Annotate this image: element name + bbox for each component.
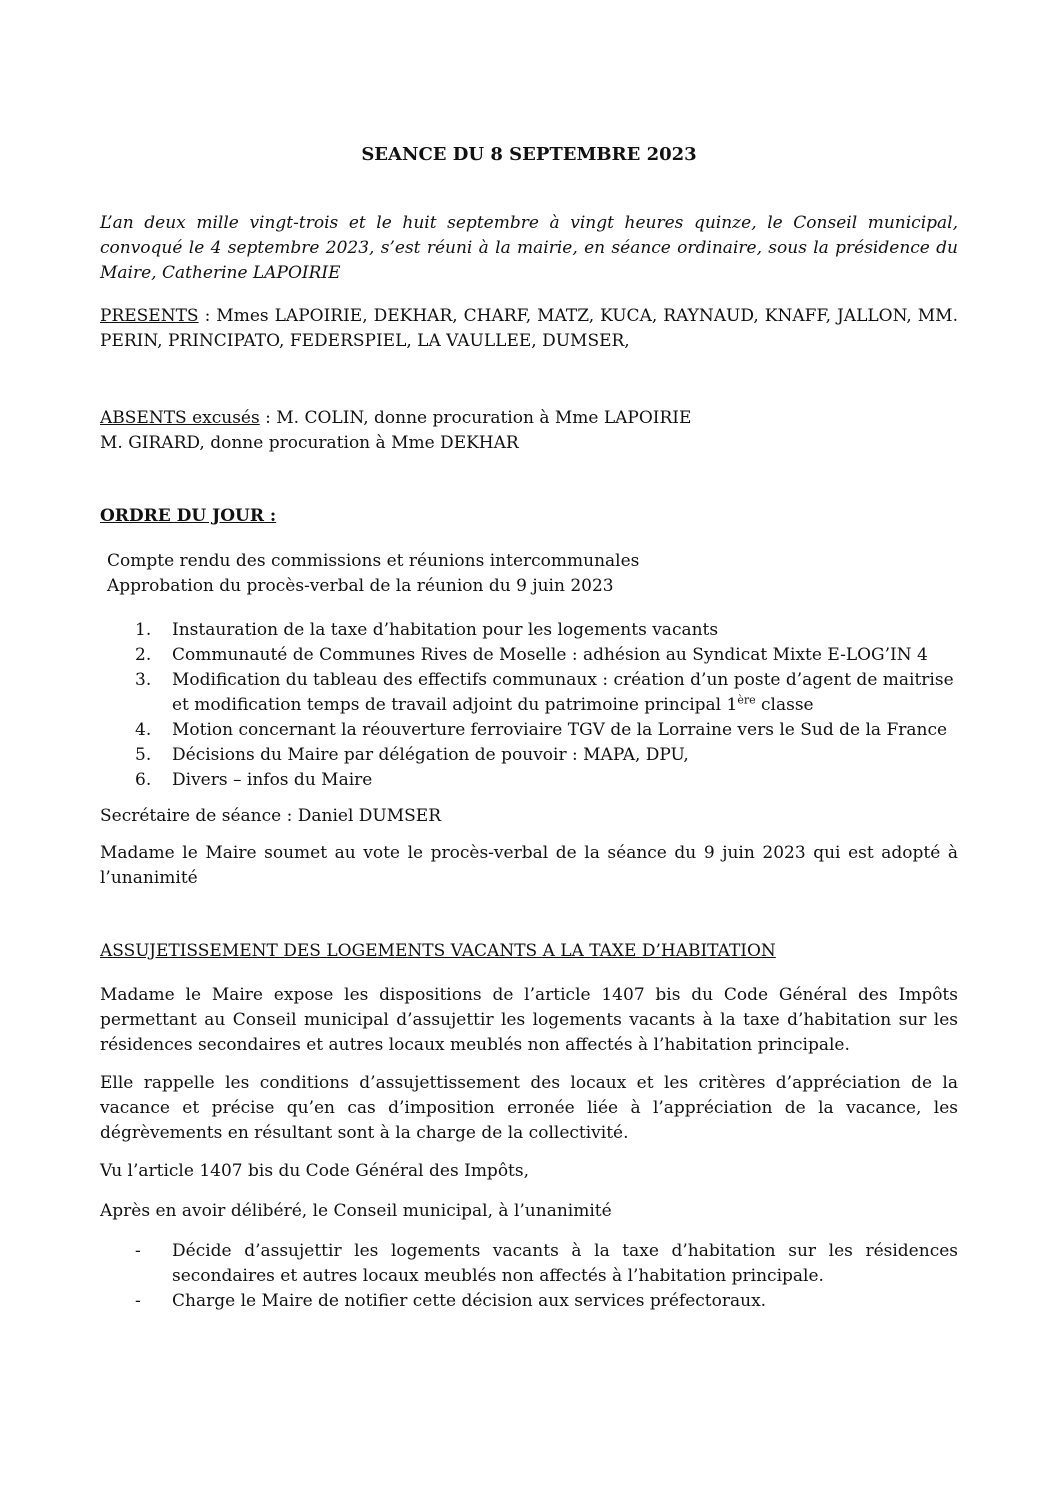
agenda-item-text — [172, 668, 958, 718]
agenda-item-text: Instauration de la taxe d’habitation pour les logements vacants — [172, 620, 719, 640]
section-paragraph-3: Vu l’article 1407 bis du Code Général des Impôts, — [100, 1161, 530, 1181]
agenda-item — [100, 718, 958, 743]
agenda-item-number: 5. — [135, 745, 152, 765]
agenda-item — [100, 643, 958, 668]
agenda-item — [100, 668, 958, 718]
secretary-line: Secrétaire de séance : Daniel DUMSER — [100, 806, 442, 826]
absents-paragraph — [100, 406, 958, 456]
page-title: SEANCE DU 8 SEPTEMBRE 2023 — [361, 144, 697, 165]
agenda-item-number: 3. — [135, 670, 152, 690]
agenda-item-text: Communauté de Communes Rives de Moselle : adhésion au Syndicat Mixte E-LOG’IN 4 — [172, 645, 928, 665]
agenda-item-text: Motion concernant la réouverture ferroviaire TGV de la Lorraine vers le Sud de la France — [172, 720, 948, 740]
absents-line1: : M. COLIN, donne procuration à Mme LAPOIRIE — [259, 408, 692, 428]
agenda-intro-line2: Approbation du procès-verbal de la réunion du 9 juin 2023 — [107, 576, 614, 596]
section-heading — [100, 939, 958, 964]
decision-item-marker: - — [135, 1241, 141, 1261]
agenda-item-number: 2. — [135, 645, 152, 665]
decision-item-text: Charge le Maire de notifier cette décision aux services préfectoraux. — [172, 1291, 767, 1311]
presents-label: PRESENTS — [100, 306, 199, 326]
agenda-item-number: 1. — [135, 620, 152, 640]
agenda-intro — [100, 549, 958, 599]
agenda-item-number: 6. — [135, 770, 152, 790]
agenda-item3-superscript: ère — [737, 693, 756, 707]
section-heading-text: ASSUJETISSEMENT DES LOGEMENTS VACANTS A LA TAXE D’HABITATION — [100, 941, 776, 961]
agenda-item-text: Divers – infos du Maire — [172, 770, 373, 790]
agenda-heading-text: ORDRE DU JOUR : — [100, 506, 277, 526]
agenda-item — [100, 618, 958, 643]
decision-item-text: Décide d’assujettir les logements vacants à la taxe d’habitation sur les résidences secondaires et autres locaux meublés non affectés à l’habitation principale. — [172, 1241, 958, 1286]
agenda-item — [100, 743, 958, 768]
section-paragraph-2: Elle rappelle les conditions d’assujettissement des locaux et les critères d’appréciation de la vacance et précise qu’en cas d’imposition erronée liée à l’appréciation de la vacance, les dégrèvements en résultant sont à la charge de la collectivité. — [100, 1073, 958, 1143]
agenda-item-number: 4. — [135, 720, 152, 740]
agenda-intro-line1: Compte rendu des commissions et réunions intercommunales — [107, 551, 640, 571]
intro-paragraph: L’an deux mille vingt-trois et le huit septembre à vingt heures quinze, le Conseil municipal, convoqué le 4 septembre 2023, s’est réuni à la mairie, en séance ordinaire, sous la présidence du Maire, Catherine LAPOIRIE — [100, 213, 958, 283]
section-paragraph-1: Madame le Maire expose les dispositions de l’article 1407 bis du Code Général des Impôts permettant au Conseil municipal d’assujettir les logements vacants à la taxe d’habitation sur les résidences secondaires et autres locaux meublés non affectés à l’habitation principale. — [100, 985, 958, 1055]
presents-text: : Mmes LAPOIRIE, DEKHAR, CHARF, MATZ, KUCA, RAYNAUD, KNAFF, JALLON, MM. PERIN, PRINCIPATO, FEDERSPIEL, LA VAULLEE, DUMSER, — [100, 306, 958, 351]
agenda-item3-main: Modification du tableau des effectifs communaux : création d’un poste d’agent de maitrise et modification temps de travail adjoint du patrimoine principal 1 — [172, 670, 954, 715]
decision-item — [100, 1289, 958, 1314]
agenda-item-text: Décisions du Maire par délégation de pouvoir : MAPA, DPU, — [172, 745, 689, 765]
absents-label: ABSENTS excusés — [100, 408, 260, 428]
decision-item — [100, 1239, 958, 1289]
decision-item-marker: - — [135, 1291, 141, 1311]
agenda-list — [100, 618, 958, 793]
absents-line2: M. GIRARD, donne procuration à Mme DEKHAR — [100, 433, 519, 453]
agenda-heading — [100, 504, 958, 529]
agenda-item3-rest: classe — [755, 695, 814, 715]
presents-paragraph — [100, 304, 958, 354]
section-paragraph-4: Après en avoir délibéré, le Conseil municipal, à l’unanimité — [100, 1201, 612, 1221]
decisions-list — [100, 1239, 958, 1314]
vote-paragraph: Madame le Maire soumet au vote le procès-verbal de la séance du 9 juin 2023 qui est adopté à l’unanimité — [100, 843, 958, 888]
agenda-item — [100, 768, 958, 793]
